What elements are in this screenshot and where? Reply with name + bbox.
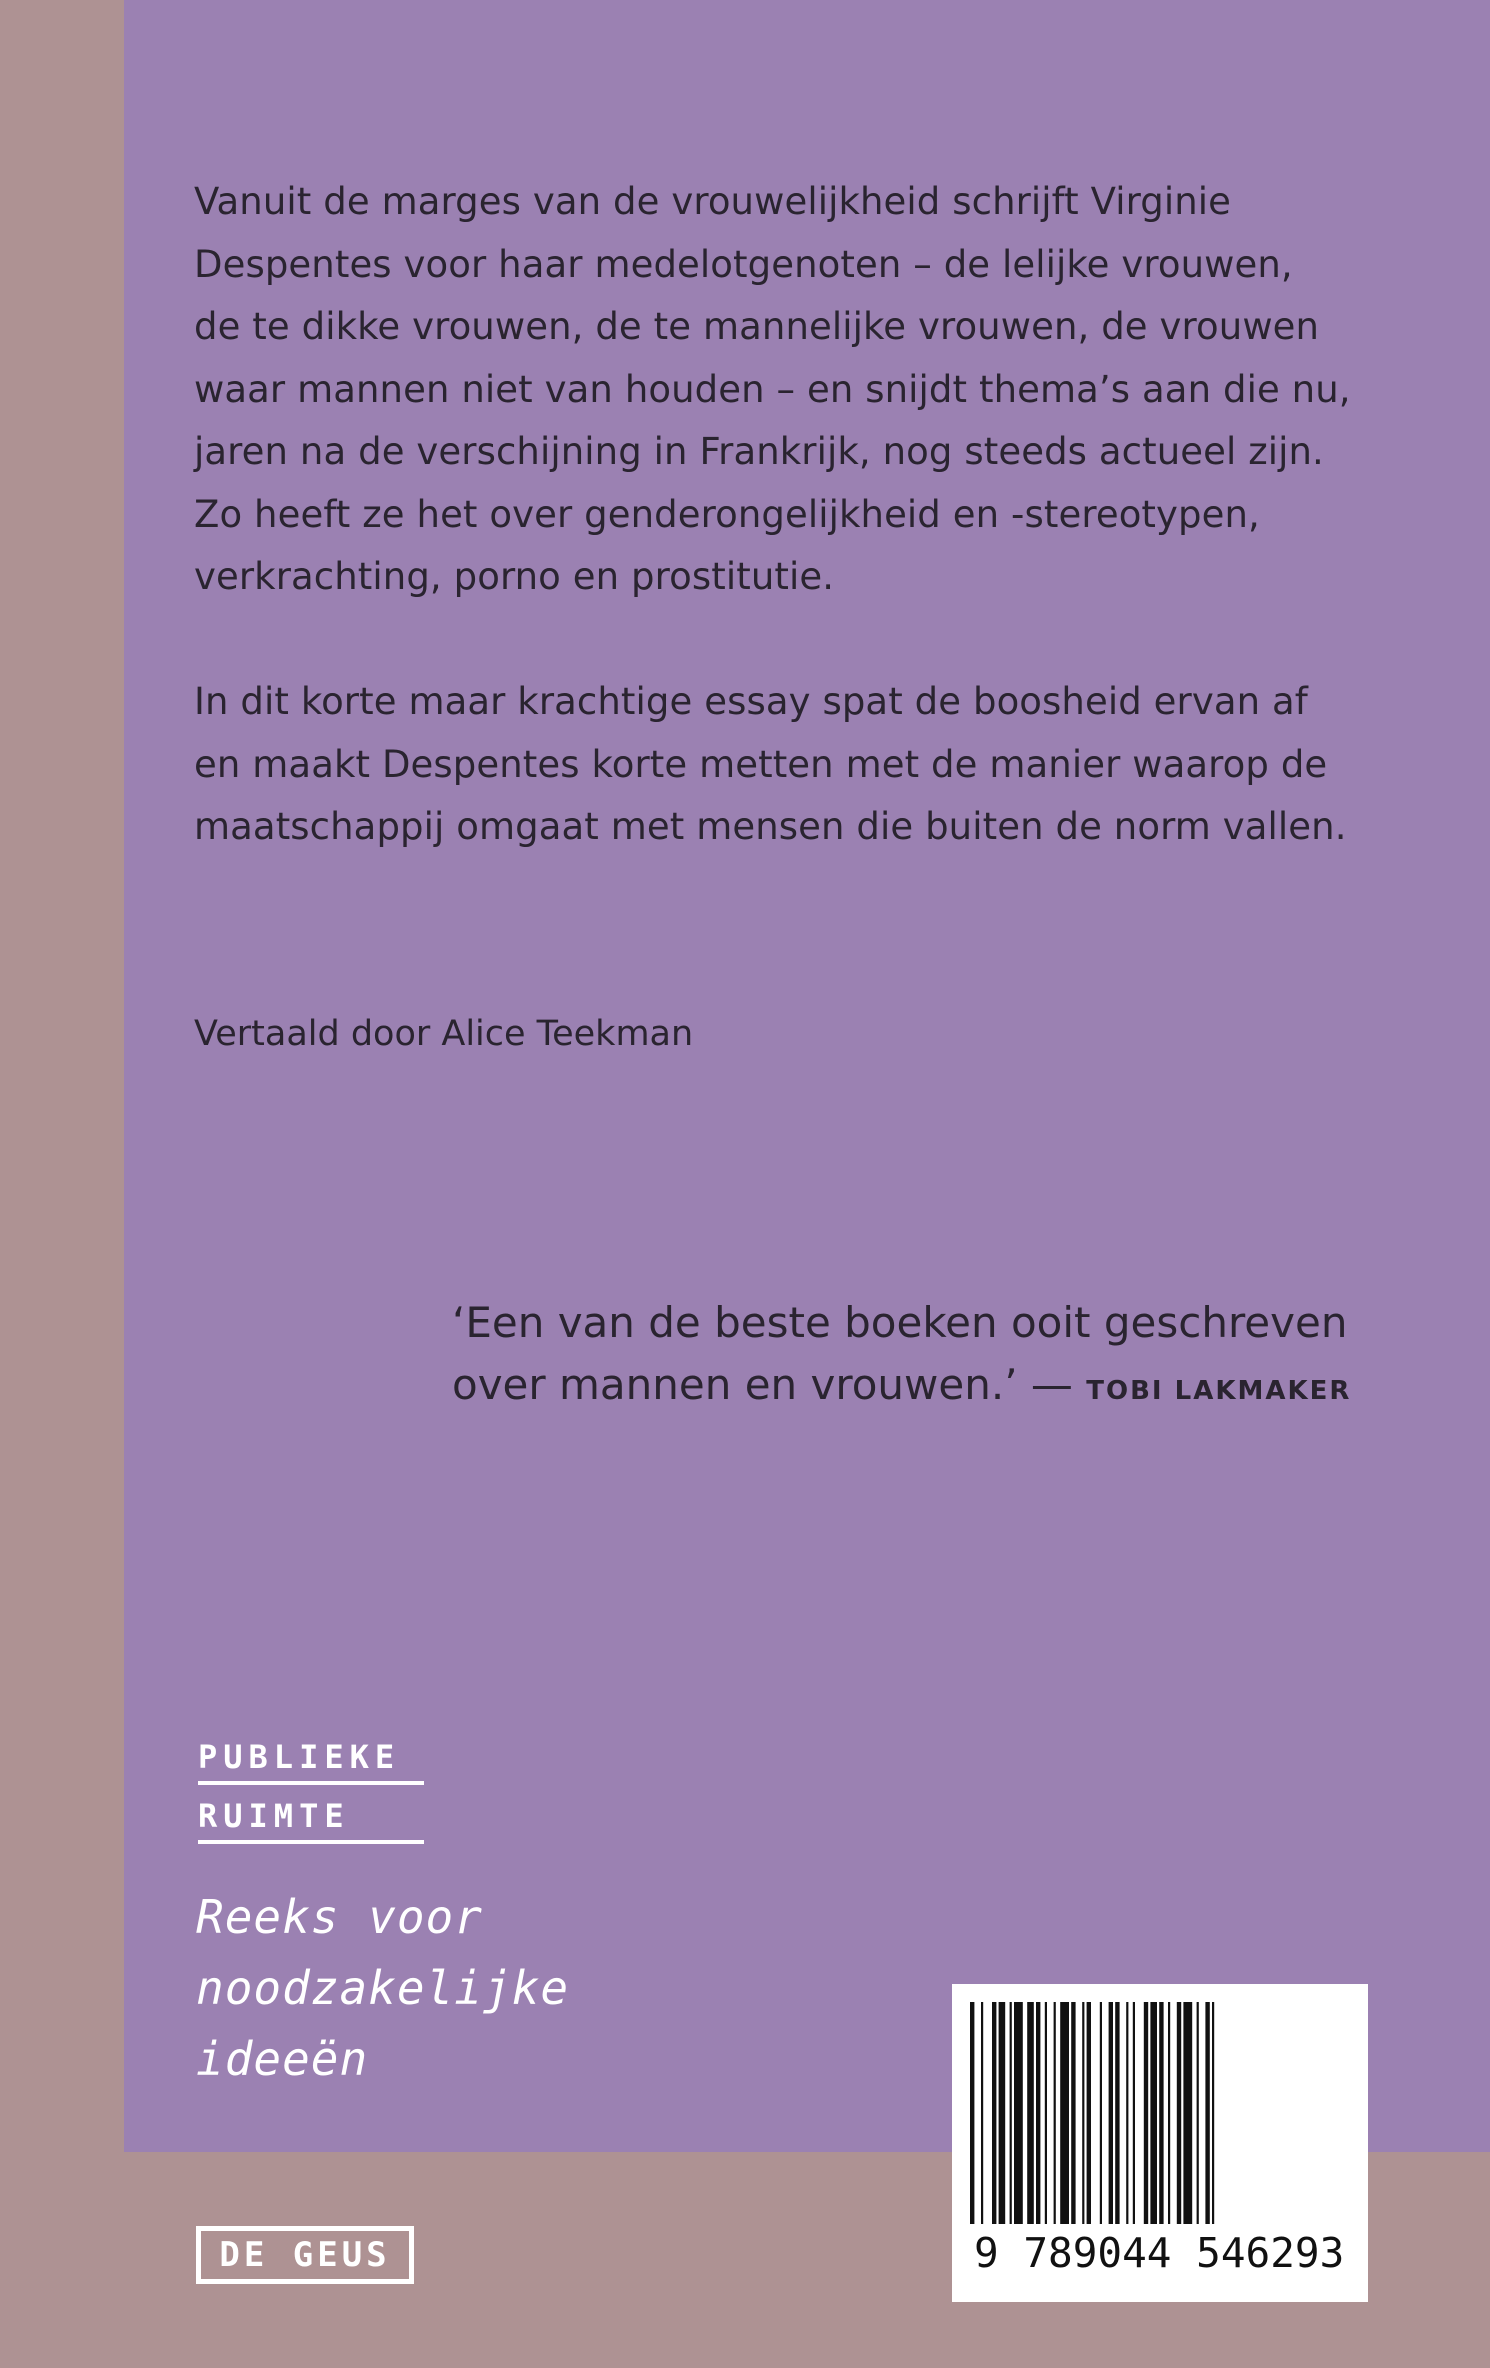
barcode-bar [1133,2002,1135,2224]
series-label-line-2: RUIMTE [198,1796,424,1844]
translator-credit: Vertaald door Alice Teekman [194,1014,694,1054]
series-label-line-1: PUBLIEKE [198,1737,424,1785]
series-tagline [196,1882,569,2095]
barcode-bar [1087,2002,1091,2224]
barcode-bar [970,2002,974,2224]
description-paragraph-2 [194,671,1394,859]
barcode-bar [1027,2002,1034,2224]
text-line: verkrachting, porno en prostitutie. [194,555,835,598]
barcode-bar [1060,2002,1069,2224]
text-line: jaren na de verschijning in Frankrijk, nog steeds actueel zijn. [194,430,1324,473]
barcode-bar [1183,2002,1192,2224]
barcode-bar [981,2002,983,2224]
quote-text: over mannen en vrouwen.’ — [452,1360,1073,1409]
barcode-bar [1177,2002,1181,2224]
isbn-number: 9 789044 546293 [974,2229,1345,2277]
text-line: de te dikke vrouwen, de te mannelijke vrouwen, de vrouwen [194,305,1320,348]
barcode-bar [1109,2002,1113,2224]
barcode-bar [1014,2002,1023,2224]
barcode [952,1984,1368,2302]
barcode-bar [1159,2002,1163,2224]
barcode-bar [1010,2002,1012,2224]
barcode-bar [1126,2002,1128,2224]
tagline-line: ideeën [196,2032,369,2086]
barcode-bar [992,2002,996,2224]
publisher-logo: DE GEUS [196,2226,414,2284]
barcode-bar [1150,2002,1157,2224]
text-line: waar mannen niet van houden – en snijdt thema’s aan die nu, [194,367,1351,411]
quote-line-2 [452,1354,1452,1422]
barcode-bar [1036,2002,1040,2224]
text-line: en maakt Despentes korte metten met de manier waarop de [194,742,1328,786]
text-line: Vanuit de marges van de vrouwelijkheid schrijft Virginie [194,180,1232,223]
quote-line-1: ‘Een van de beste boeken ooit geschreven [452,1298,1348,1347]
tagline-line: noodzakelijke [196,1961,570,2015]
description-paragraph-1 [194,171,1394,609]
barcode-bar [1168,2002,1170,2224]
barcode-bar [1082,2002,1084,2224]
text-line: maatschappij omgaat met mensen die buiten de norm vallen. [194,805,1347,848]
barcode-bar [1100,2002,1102,2224]
barcode-bar [1045,2002,1047,2224]
barcode-bar [999,2002,1006,2224]
barcode-bar [1144,2002,1148,2224]
tagline-line: Reeks voor [196,1890,483,1944]
text-line: In dit korte maar krachtige essay spat de boosheid ervan af [194,680,1308,723]
blurb-quote [452,1292,1452,1422]
barcode-bar [1197,2002,1199,2224]
barcode-bar [1071,2002,1075,2224]
barcode-bar [1212,2002,1214,2224]
barcode-bar [1205,2002,1209,2224]
text-line: Despentes voor haar medelotgenoten – de lelijke vrouwen, [194,242,1293,286]
text-line: Zo heeft ze het over genderongelijkheid en -stereotypen, [194,492,1260,536]
barcode-bar [1115,2002,1119,2224]
barcode-bar [1054,2002,1056,2224]
quote-author: TOBI LAKMAKER [1086,1376,1352,1406]
barcode-bars [964,2002,1356,2224]
